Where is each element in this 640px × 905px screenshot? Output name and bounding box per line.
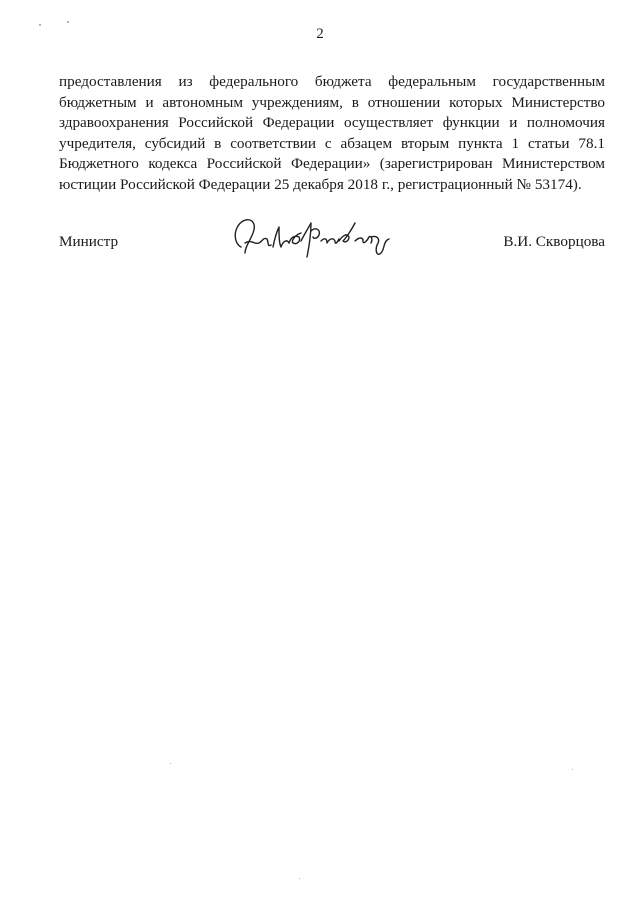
scan-speck: [67, 21, 69, 23]
signatory-title: Министр: [59, 233, 119, 250]
signature-block: [59, 229, 605, 259]
scan-speck: [299, 878, 300, 879]
signatory-name: В.И. Скворцова: [503, 233, 605, 250]
scan-speck: [170, 763, 171, 764]
body-paragraph: предоставления из федерального бюджета федеральным государственным бюджетным и автономным учреждениям, в отношении которых Министерство здравоохранения Российской Федерации осуществляет функции и полномочия учредителя, субсидий в соответствии с абзацем вторым пункта 1 статьи 78.1 Бюджетного кодекса Российской Федерации» (зарегистрирован Министерством юстиции Российской Федерации 25 декабря 2018 г., регистрационный № 53174).: [59, 73, 605, 193]
scan-speck: [572, 769, 573, 770]
handwritten-signature-icon: [229, 213, 399, 261]
page-number: 2: [316, 26, 324, 42]
